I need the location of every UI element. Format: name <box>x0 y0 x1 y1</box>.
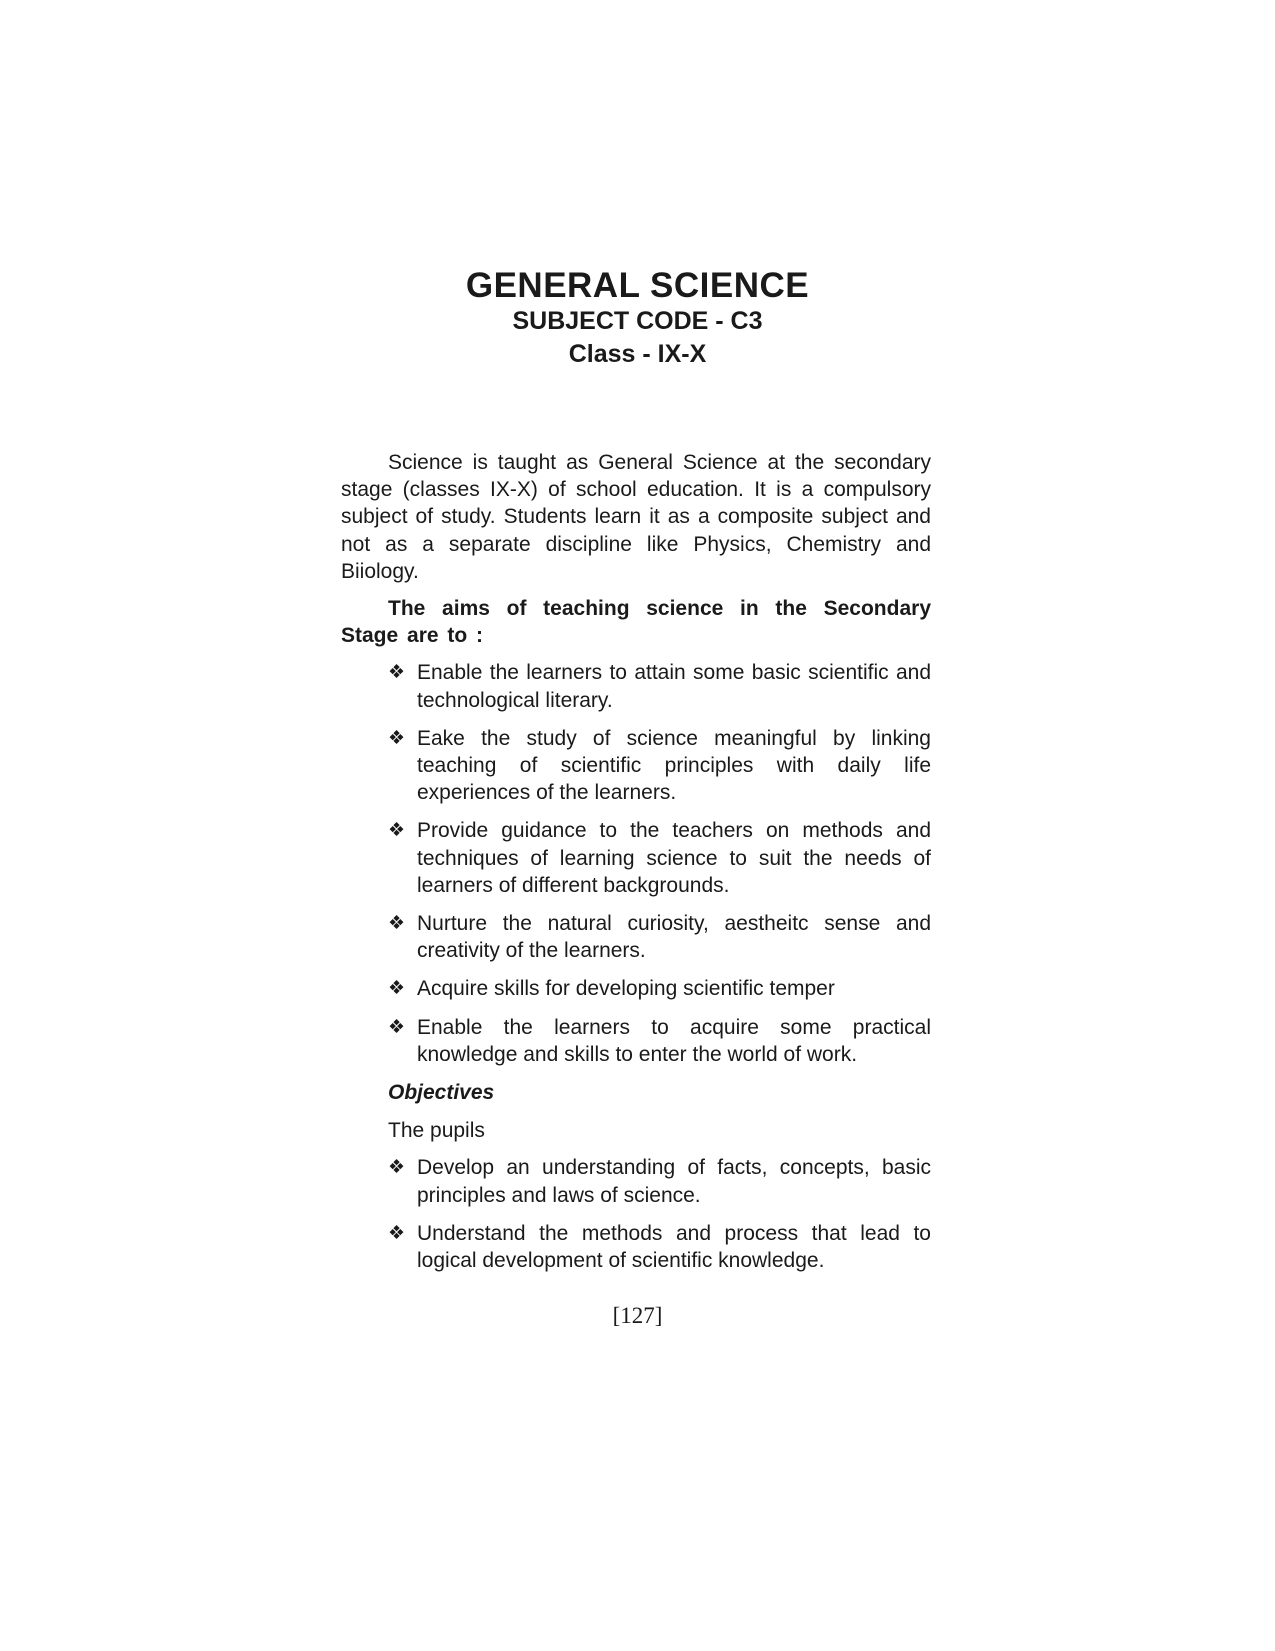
list-item <box>388 725 931 807</box>
pupils-line: The pupils <box>388 1119 485 1143</box>
subject-code: SUBJECT CODE - C3 <box>512 307 763 335</box>
list-item-text: Provide guidance to the teachers on methods and techniques of learning science to suit the needs of learners of different backgrounds. <box>417 819 931 897</box>
intro-paragraph: Science is taught as General Science at the secondary stage (classes IX-X) of school education. It is a compulsory subject of study. Students learn it as a composite subject and not as a separate discipline like Physics, Chemistry and Biiology. <box>341 451 931 583</box>
page-title: GENERAL SCIENCE <box>465 266 810 305</box>
list-item-text: Nurture the natural curiosity, aestheitc sense and creativity of the learners. <box>417 912 931 963</box>
list-item <box>388 659 931 713</box>
list-item <box>388 975 931 1002</box>
objectives-list <box>388 1154 931 1274</box>
objectives-heading: Objectives <box>388 1081 495 1105</box>
list-item-text: Develop an understanding of facts, concepts, basic principles and laws of science. <box>417 1156 931 1207</box>
list-item <box>388 1154 931 1208</box>
bullet-icon: ❖ <box>388 727 406 749</box>
bullet-icon: ❖ <box>388 913 406 935</box>
list-item-text: Eake the study of science meaningful by linking teaching of scientific principles with daily life experiences of the learners. <box>417 726 931 805</box>
list-item <box>388 1220 931 1274</box>
list-item <box>388 1014 931 1068</box>
bullet-icon: ❖ <box>388 662 406 684</box>
title-block <box>0 266 1275 371</box>
bullet-icon: ❖ <box>388 978 406 1000</box>
body-text <box>341 449 931 1285</box>
page-number: [127] <box>612 1303 663 1328</box>
aims-heading: The aims of teaching science in the Secondary Stage are to : <box>341 597 931 648</box>
list-item <box>388 910 931 964</box>
bullet-icon: ❖ <box>388 1222 406 1244</box>
class-line: Class - IX-X <box>568 340 707 368</box>
bullet-icon: ❖ <box>388 1157 406 1179</box>
list-item-text: Understand the methods and process that lead to logical development of scientific knowledge. <box>417 1221 931 1273</box>
bullet-icon: ❖ <box>388 1016 406 1038</box>
list-item-text: Enable the learners to attain some basic scientific and technological literary. <box>417 661 931 712</box>
list-item-text: Acquire skills for developing scientific temper <box>417 977 835 1001</box>
bullet-icon: ❖ <box>388 820 406 842</box>
aims-list <box>388 659 931 1068</box>
list-item <box>388 817 931 899</box>
list-item-text: Enable the learners to acquire some practical knowledge and skills to enter the world of work. <box>417 1015 931 1066</box>
